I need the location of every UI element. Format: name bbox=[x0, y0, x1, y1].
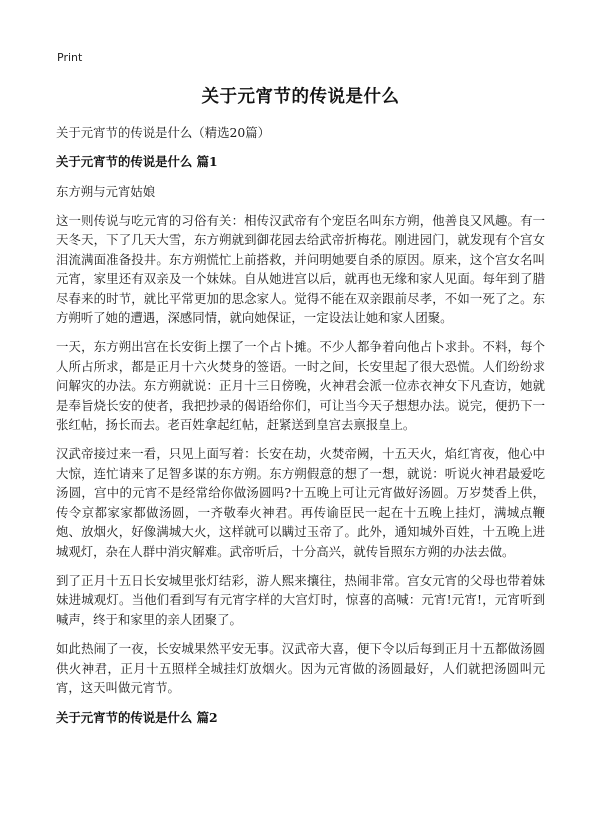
section-subheading-1: 东方朔与元宵姑娘 bbox=[56, 184, 156, 199]
paragraph: 如此热闹了一夜，长安城果然平安无事。汉武帝大喜，便下令以后每到正月十五都做汤圆供火神君，正月十五照样全城挂灯放烟火。因为元宵做的汤圆最好，人们就把汤圆叫元宵，这天叫做元宵节。 bbox=[56, 641, 545, 695]
page-title: 关于元宵节的传说是什么 bbox=[201, 87, 400, 107]
section-heading-1: 关于元宵节的传说是什么 篇1 bbox=[56, 154, 218, 169]
paragraph: 汉武帝接过来一看，只见上面写着：长安在劫，火焚帝阙，十五天火，焰红宵夜，他心中大惊，连忙请来了足智多谋的东方朔。东方朔假意的想了一想，就说：听说火神君最爱吃汤圆，宫中的元宵不是经常给你做汤圆吗?十五晚上可让元宵做好汤圆。万岁焚香上供，传令京都家家都做汤圆，一齐敬奉火神君。再传谕臣民一起在十五晚上挂灯，满城点鞭炮、放烟火，好像满城大火，这样就可以瞒过玉帝了。此外，通知城外百姓，十五晚上进城观灯，杂在人群中消灾解难。武帝听后，十分高兴，就传旨照东方朔的办法去做。 bbox=[56, 446, 545, 559]
section-heading-2: 关于元宵节的传说是什么 篇2 bbox=[56, 710, 218, 726]
print-link[interactable]: Print bbox=[57, 51, 83, 64]
paragraph: 这一则传说与吃元宵的习俗有关：相传汉武帝有个宠臣名叫东方朔，他善良又风趣。有一天冬天，下了几天大雪，东方朔就到御花园去给武帝折梅花。刚进园门，就发现有个宫女泪流满面准备投井。东方朔慌忙上前搭救，并问明她要自杀的原因。原来，这个宫女名叫元宵，家里还有双亲及一个妹妹。自从她进宫以后，就再也无缘和家人见面。每年到了腊尽春来的时节，就比平常更加的思念家人。觉得不能在双亲跟前尽孝，不如一死了之。东方朔听了她的遭遇，深感同情，就向她保证，一定设法让她和家人团聚。 bbox=[56, 213, 545, 326]
document-subtitle: 关于元宵节的传说是什么（精选20篇） bbox=[56, 125, 271, 140]
paragraph: 到了正月十五日长安城里张灯结彩，游人熙来攘往，热闹非常。宫女元宵的父母也带着妹妹进城观灯。当他们看到写有元宵字样的大宫灯时，惊喜的高喊：元宵!元宵!，元宵听到喊声，终于和家里的亲人团聚了。 bbox=[56, 572, 545, 627]
paragraph: 一天，东方朔出宫在长安街上摆了一个占卜摊。不少人都争着向他占卜求卦。不料，每个人所占所求，都是正月十六火焚身的签语。一时之间，长安里起了很大恐慌。人们纷纷求问解灾的办法。东方朔就说：正月十三日傍晚，火神君会派一位赤衣神女下凡查访，她就是奉旨烧长安的使者，我把抄录的偈语给你们，可让当今天子想想办法。说完，便扔下一张红帖，扬长而去。老百姓拿起红帖，赶紧送到皇宫去禀报皇上。 bbox=[56, 339, 545, 433]
